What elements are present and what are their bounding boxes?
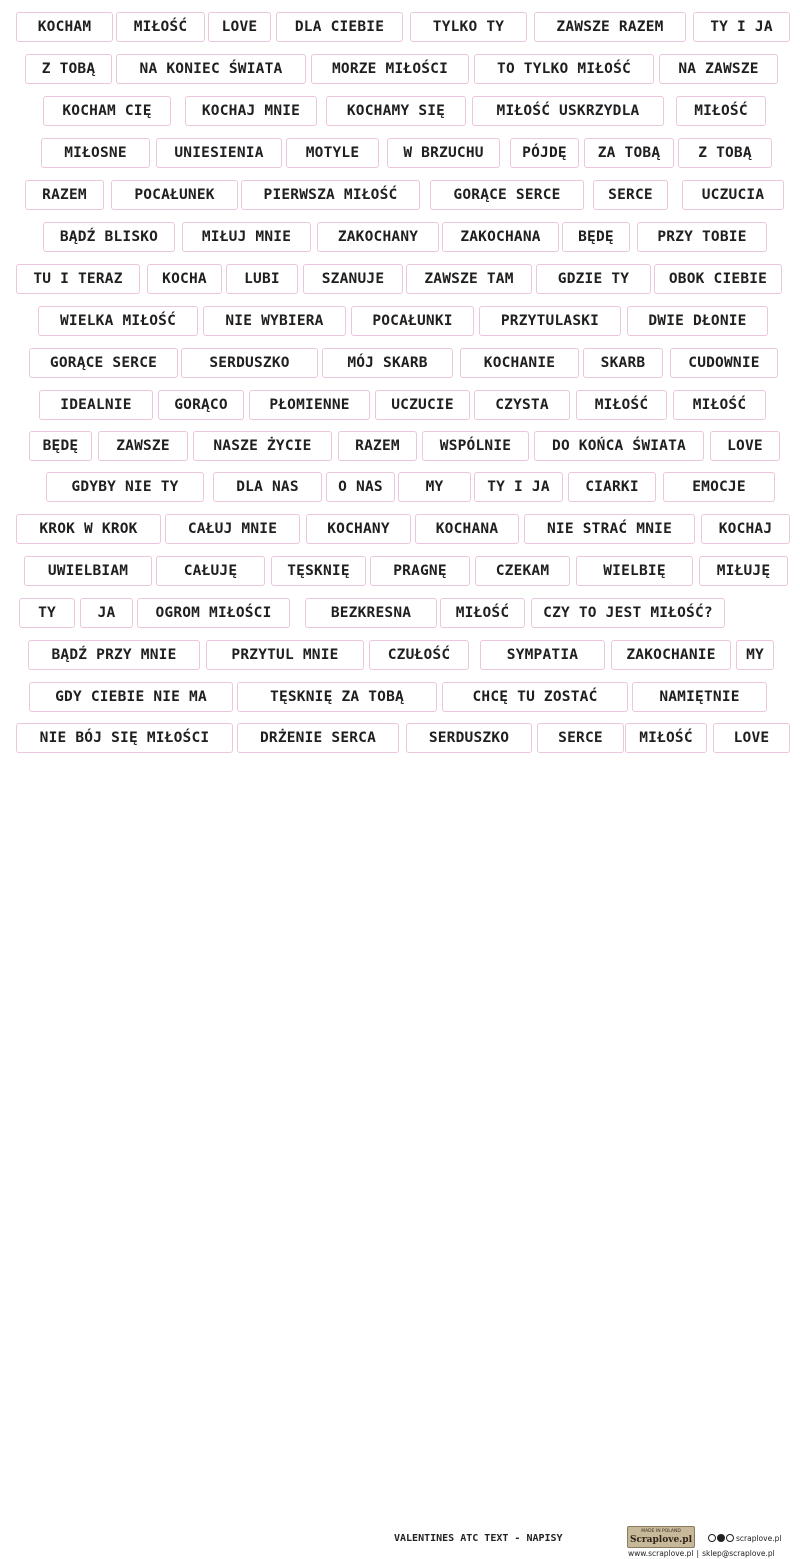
sticker-label: TĘSKNIĘ (271, 556, 366, 586)
sticker-label: SERCE (593, 180, 668, 210)
label-row (0, 556, 800, 588)
sticker-label: NAMIĘTNIE (632, 682, 767, 712)
label-row (0, 514, 800, 546)
sticker-label: MIŁOŚĆ USKRZYDLA (472, 96, 664, 126)
social-handle: scraplove.pl (736, 1533, 782, 1543)
pinterest-icon (726, 1534, 734, 1542)
sticker-label: ZA TOBĄ (584, 138, 674, 168)
sticker-label: GORĄCE SERCE (430, 180, 584, 210)
sticker-label: GDZIE TY (536, 264, 651, 294)
label-row (0, 264, 800, 296)
label-row (0, 348, 800, 380)
sticker-label: OGROM MIŁOŚCI (137, 598, 290, 628)
sticker-label: GDYBY NIE TY (46, 472, 204, 502)
sticker-label: DRŻENIE SERCA (237, 723, 399, 753)
sticker-label: BĄDŹ PRZY MNIE (28, 640, 200, 670)
sticker-label: KOCHA (147, 264, 222, 294)
website-link[interactable]: www.scraplove.pl (628, 1549, 694, 1558)
sticker-label: TU I TERAZ (16, 264, 140, 294)
sticker-label: PRAGNĘ (370, 556, 470, 586)
sheet-footer (0, 762, 800, 1558)
sticker-label: CZUŁOŚĆ (369, 640, 469, 670)
sticker-label: LUBI (226, 264, 298, 294)
sticker-label: SERDUSZKO (406, 723, 532, 753)
sticker-label: WSPÓLNIE (422, 431, 529, 461)
shop-email-link[interactable]: sklep@scraplove.pl (702, 1549, 775, 1558)
label-row (0, 640, 800, 672)
sticker-label: KOCHANA (415, 514, 519, 544)
sticker-sheet (0, 0, 800, 762)
sticker-label: MIŁOŚĆ (673, 390, 766, 420)
sticker-label: KOCHAMY SIĘ (326, 96, 466, 126)
sticker-label: TYLKO TY (410, 12, 527, 42)
sticker-label: ZAKOCHANY (317, 222, 439, 252)
sticker-label: ZAWSZE (98, 431, 188, 461)
sticker-label: SERCE (537, 723, 624, 753)
logo-text: Scraplove.pl (629, 1535, 693, 1545)
sticker-label: MIŁOŚĆ (676, 96, 766, 126)
sticker-label: KOCHAM CIĘ (43, 96, 171, 126)
sticker-label: BĄDŹ BLISKO (43, 222, 175, 252)
sticker-label: TY (19, 598, 75, 628)
label-row (0, 96, 800, 128)
sticker-label: KOCHAJ (701, 514, 790, 544)
sticker-label: SERDUSZKO (181, 348, 318, 378)
sticker-label: CHCĘ TU ZOSTAĆ (442, 682, 628, 712)
sticker-label: WIELKA MIŁOŚĆ (38, 306, 198, 336)
label-row (0, 472, 800, 504)
sticker-label: SZANUJE (303, 264, 403, 294)
sticker-label: GDY CIEBIE NIE MA (29, 682, 233, 712)
sticker-label: KROK W KROK (16, 514, 161, 544)
label-row (0, 682, 800, 714)
sticker-label: MORZE MIŁOŚCI (311, 54, 469, 84)
sticker-label: SYMPATIA (480, 640, 605, 670)
sticker-label: DO KOŃCA ŚWIATA (534, 431, 704, 461)
sticker-label: OBOK CIEBIE (654, 264, 782, 294)
instagram-icon (708, 1534, 716, 1542)
sticker-label: CZYSTA (474, 390, 570, 420)
sticker-label: KOCHANIE (460, 348, 579, 378)
sticker-label: TY I JA (693, 12, 790, 42)
sticker-label: LOVE (208, 12, 271, 42)
sticker-label: KOCHAM (16, 12, 113, 42)
sticker-label: IDEALNIE (39, 390, 153, 420)
scraplove-logo (627, 1526, 695, 1548)
sticker-label: CAŁUJĘ (156, 556, 265, 586)
sticker-label: MIŁOŚĆ (440, 598, 525, 628)
sticker-label: MIŁUJĘ (699, 556, 788, 586)
sticker-label: ZAKOCHANIE (611, 640, 731, 670)
sticker-label: MIŁOŚĆ (116, 12, 205, 42)
sticker-label: ZAWSZE TAM (406, 264, 532, 294)
sticker-label: TY I JA (474, 472, 563, 502)
logo-subtext: MADE IN POLAND (641, 1529, 681, 1534)
sticker-label: MY (736, 640, 774, 670)
sticker-label: MIŁOŚĆ (576, 390, 667, 420)
label-row (0, 306, 800, 338)
sticker-label: RAZEM (25, 180, 104, 210)
sticker-label: NASZE ŻYCIE (193, 431, 332, 461)
sticker-label: BĘDĘ (562, 222, 630, 252)
sticker-label: TO TYLKO MIŁOŚĆ (474, 54, 654, 84)
label-row (0, 598, 800, 630)
sticker-label: UNIESIENIA (156, 138, 282, 168)
sticker-label: CZEKAM (475, 556, 570, 586)
sticker-label: W BRZUCHU (387, 138, 500, 168)
contact-line: www.scraplove.pl | sklep@scraplove.pl (628, 1549, 775, 1558)
sticker-label: LOVE (710, 431, 780, 461)
sticker-label: POCAŁUNEK (111, 180, 238, 210)
sticker-label: NIE STRAĆ MNIE (524, 514, 695, 544)
sticker-label: PÓJDĘ (510, 138, 579, 168)
sticker-label: UCZUCIE (375, 390, 470, 420)
sticker-label: MIŁUJ MNIE (182, 222, 311, 252)
sticker-label: POCAŁUNKI (351, 306, 474, 336)
sticker-label: DWIE DŁONIE (627, 306, 768, 336)
sticker-label: SKARB (583, 348, 663, 378)
sticker-label: MIŁOŚĆ (625, 723, 707, 753)
sticker-label: JA (80, 598, 133, 628)
sticker-label: LOVE (713, 723, 790, 753)
sticker-label: UCZUCIA (682, 180, 784, 210)
sticker-label: DLA CIEBIE (276, 12, 403, 42)
sticker-label: NA ZAWSZE (659, 54, 778, 84)
sticker-label: MIŁOSNE (41, 138, 150, 168)
sticker-label: GORĄCO (158, 390, 244, 420)
sticker-label: BEZKRESNA (305, 598, 437, 628)
label-row (0, 222, 800, 254)
label-row (0, 431, 800, 463)
sticker-label: TĘSKNIĘ ZA TOBĄ (237, 682, 437, 712)
label-row (0, 723, 800, 755)
label-row (0, 138, 800, 170)
sticker-label: KOCHAJ MNIE (185, 96, 317, 126)
sticker-label: MÓJ SKARB (322, 348, 453, 378)
sticker-label: O NAS (326, 472, 395, 502)
sticker-label: Z TOBĄ (678, 138, 772, 168)
sticker-label: GORĄCE SERCE (29, 348, 178, 378)
label-row (0, 180, 800, 212)
sticker-label: Z TOBĄ (25, 54, 112, 84)
sticker-label: EMOCJE (663, 472, 775, 502)
sticker-label: NA KONIEC ŚWIATA (116, 54, 306, 84)
facebook-icon (717, 1534, 725, 1542)
sticker-label: PRZYTULASKI (479, 306, 621, 336)
sticker-label: BĘDĘ (29, 431, 92, 461)
sticker-label: MY (398, 472, 471, 502)
social-links (708, 1532, 781, 1544)
sticker-label: PRZYTUL MNIE (206, 640, 364, 670)
sticker-label: UWIELBIAM (24, 556, 152, 586)
sticker-label: ZAWSZE RAZEM (534, 12, 686, 42)
sticker-label: NIE WYBIERA (203, 306, 346, 336)
sticker-label: CAŁUJ MNIE (165, 514, 300, 544)
sticker-label: CIARKI (568, 472, 656, 502)
sticker-label: CZY TO JEST MIŁOŚĆ? (531, 598, 725, 628)
sheet-title: VALENTINES ATC TEXT - NAPISY (394, 1533, 563, 1544)
sticker-label: MOTYLE (286, 138, 379, 168)
sticker-label: PRZY TOBIE (637, 222, 767, 252)
label-row (0, 390, 800, 422)
sticker-label: NIE BÓJ SIĘ MIŁOŚCI (16, 723, 233, 753)
sticker-label: PŁOMIENNE (249, 390, 370, 420)
sticker-label: RAZEM (338, 431, 417, 461)
sticker-label: KOCHANY (306, 514, 411, 544)
label-row (0, 12, 800, 44)
sticker-label: ZAKOCHANA (442, 222, 559, 252)
sticker-label: PIERWSZA MIŁOŚĆ (241, 180, 420, 210)
sticker-label: DLA NAS (213, 472, 322, 502)
sticker-label: WIELBIĘ (576, 556, 693, 586)
label-row (0, 54, 800, 86)
sticker-label: CUDOWNIE (670, 348, 778, 378)
